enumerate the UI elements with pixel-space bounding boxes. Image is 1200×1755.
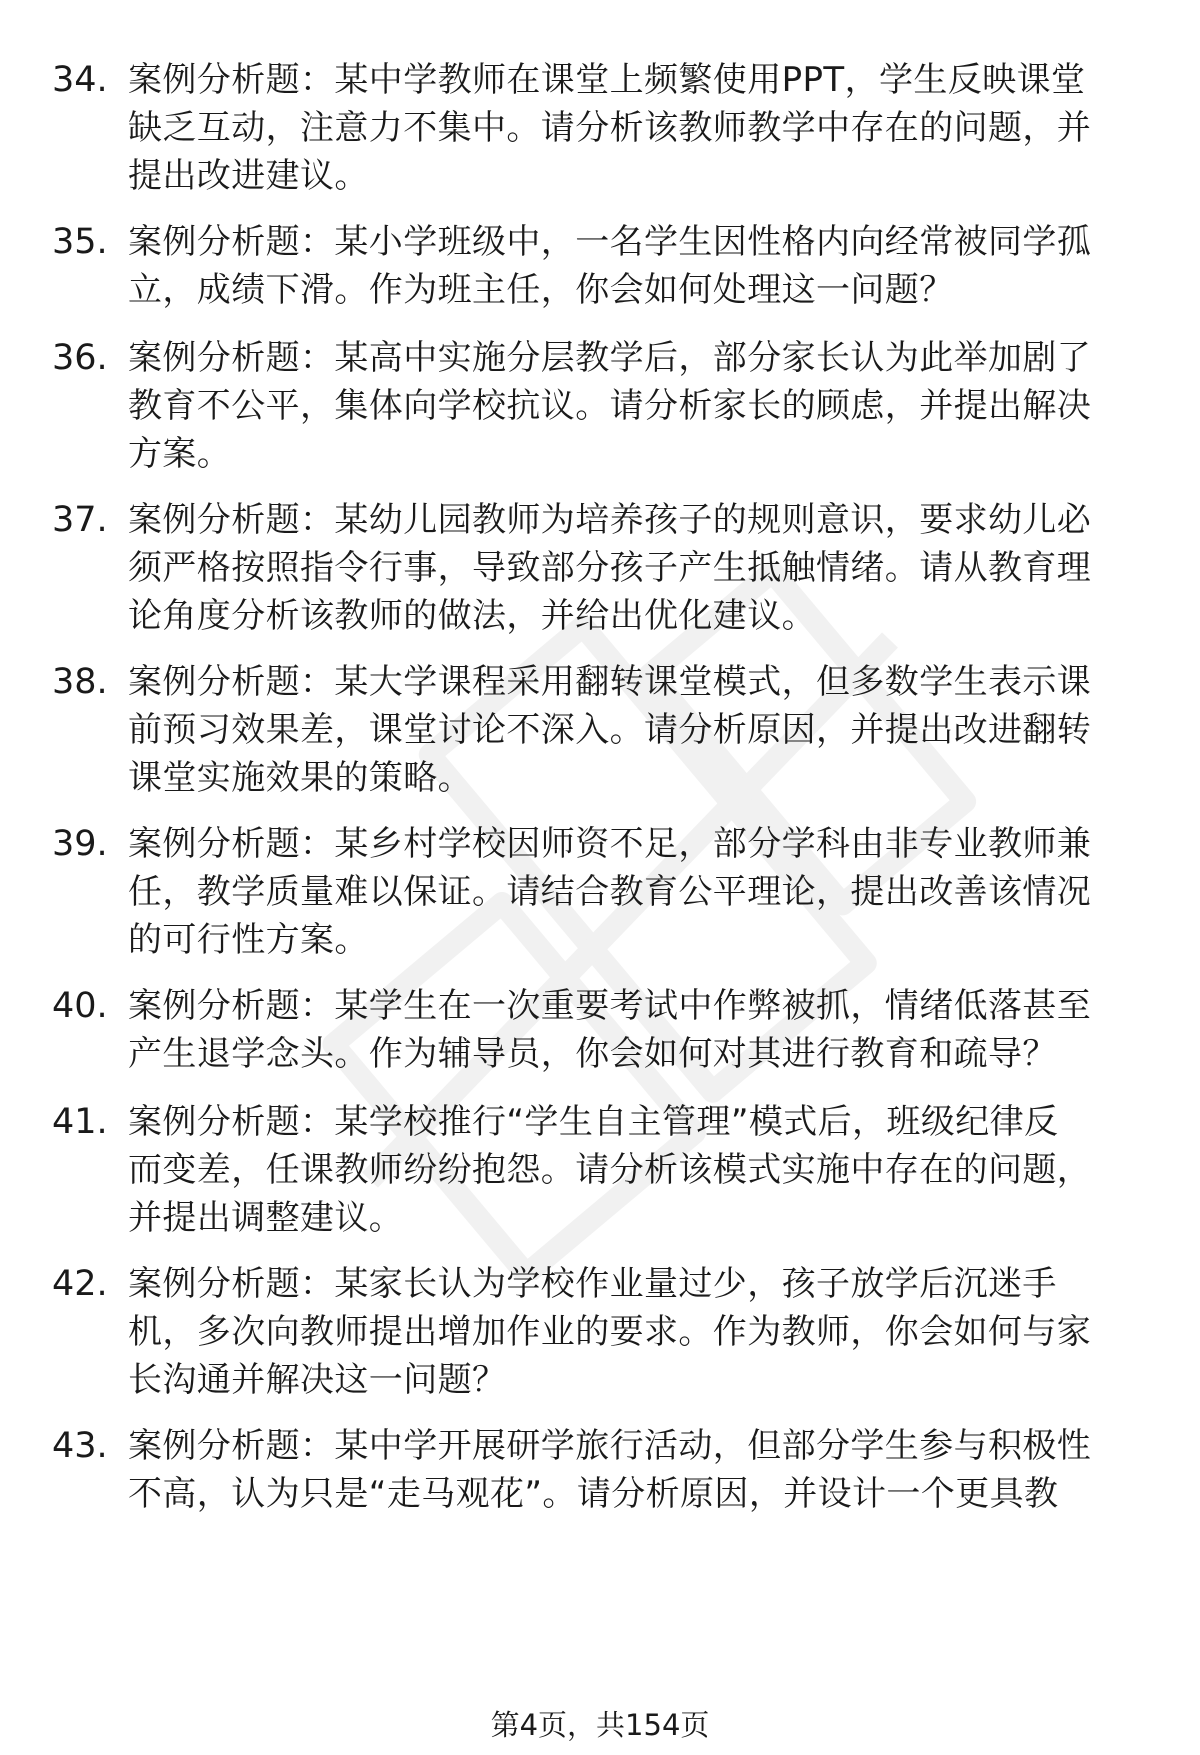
question-text: 案例分析题：某乡村学校因师资不足，部分学科由非专业教师兼 任，教学质量难以保证。请结合教育公平理论，提出改善该情况 的可行性方案。	[128, 824, 1092, 960]
question-text: 案例分析题：某家长认为学校作业量过少，孩子放学后沉迷手 机，多次向教师提出增加作业的要求。作为教师，你会如何与家 长沟通并解决这一问题？	[128, 1264, 1092, 1400]
question-text: 案例分析题：某幼儿园教师为培养孩子的规则意识，要求幼儿必 须严格按照指令行事，导致部分孩子产生抵触情绪。请从教育理 论角度分析该教师的做法，并给出优化建议。	[128, 500, 1092, 636]
question-number: 37.	[52, 500, 108, 540]
question-text: 案例分析题：某中学教师在课堂上频繁使用PPT，学生反映课堂 缺乏互动，注意力不集中。请分析该教师教学中存在的问题，并 提出改进建议。	[128, 60, 1092, 196]
question-number: 43.	[52, 1426, 108, 1466]
question-text: 案例分析题：某大学课程采用翻转课堂模式，但多数学生表示课 前预习效果差，课堂讨论不深入。请分析原因，并提出改进翻转 课堂实施效果的策略。	[128, 662, 1092, 798]
page-number-footer: 第4页，共154页	[490, 1708, 710, 1742]
question-text: 案例分析题：某学生在一次重要考试中作弊被抓，情绪低落甚至 产生退学念头。作为辅导员，你会如何对其进行教育和疏导？	[128, 986, 1092, 1074]
question-number: 35.	[52, 222, 108, 262]
question-text: 案例分析题：某学校推行“学生自主管理”模式后，班级纪律反 而变差，任课教师纷纷抱怨。请分析该模式实施中存在的问题， 并提出调整建议。	[128, 1102, 1092, 1238]
question-number: 36.	[52, 338, 108, 378]
question-number: 38.	[52, 662, 108, 702]
question-text: 案例分析题：某小学班级中，一名学生因性格内向经常被同学孤 立，成绩下滑。作为班主任，你会如何处理这一问题？	[128, 222, 1092, 310]
question-text: 案例分析题：某中学开展研学旅行活动，但部分学生参与积极性 不高，认为只是“走马观花”。请分析原因，并设计一个更具教	[128, 1426, 1092, 1514]
question-text: 案例分析题：某高中实施分层教学后，部分家长认为此举加剧了 教育不公平，集体向学校抗议。请分析家长的顾虑，并提出解决 方案。	[128, 338, 1092, 474]
question-number: 34.	[52, 60, 108, 100]
question-number: 39.	[52, 824, 108, 864]
question-number: 41.	[52, 1102, 108, 1142]
question-number: 42.	[52, 1264, 108, 1304]
question-number: 40.	[52, 986, 108, 1026]
